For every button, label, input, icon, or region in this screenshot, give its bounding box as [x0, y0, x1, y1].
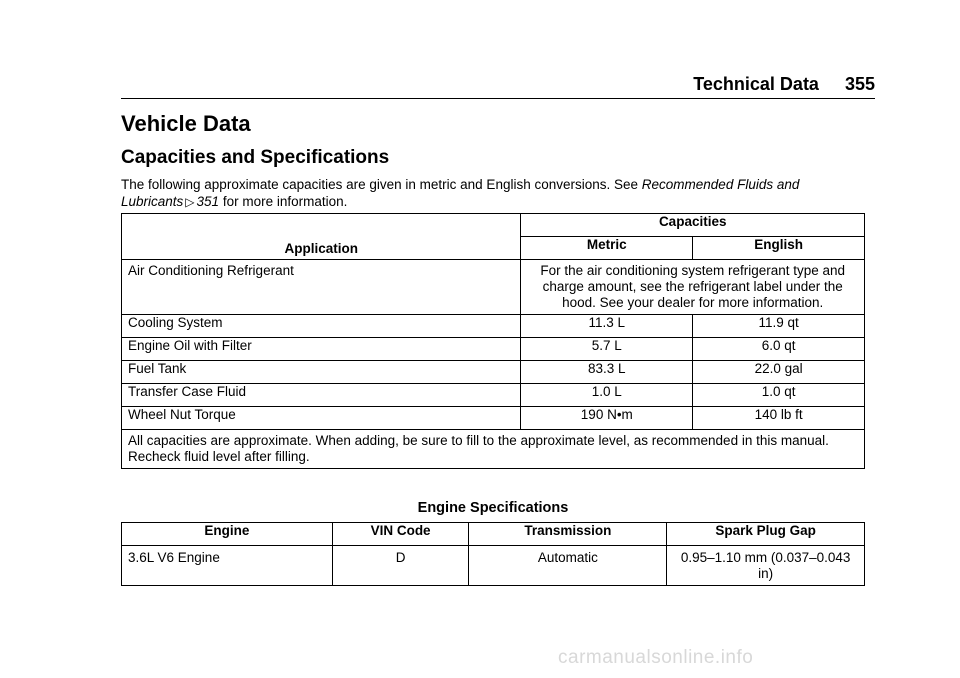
table-cell-vin: D — [332, 546, 469, 586]
table-cell-application: Cooling System — [122, 315, 521, 338]
table-row — [122, 338, 865, 361]
capacities-group-header: Capacities — [521, 214, 865, 237]
table-cell-application: Air Conditioning Refrigerant — [122, 260, 521, 315]
table-cell-application: Wheel Nut Torque — [122, 407, 521, 430]
column-header-vin: VIN Code — [332, 523, 469, 546]
table-cell-english: 11.9 qt — [693, 315, 865, 338]
table-row — [122, 546, 865, 586]
column-header-engine: Engine — [122, 523, 333, 546]
fluids-link[interactable]: Recommended Fluids and Lubricants — [121, 177, 800, 209]
page-number: 355 — [844, 73, 875, 94]
table-row — [122, 315, 865, 338]
table-cell-engine: 3.6L V6 Engine — [122, 546, 333, 586]
table-cell-gap: 0.95–1.10 mm (0.037–0.043 in) — [667, 546, 865, 586]
table-row — [122, 361, 865, 384]
table-cell-refrigerant-note: For the air conditioning system refrigerant type and charge amount, see the refrigerant label under the hood. See your dealer for more information. — [521, 260, 865, 315]
page-header — [680, 72, 875, 96]
table-cell-metric: 11.3 L — [521, 315, 693, 338]
section-title: Technical Data — [693, 73, 819, 94]
table-cell-application: Engine Oil with Filter — [122, 338, 521, 361]
table-cell-transmission: Automatic — [469, 546, 667, 586]
table-cell-application: Transfer Case Fluid — [122, 384, 521, 407]
table-cell-metric: 190 N•m — [521, 407, 693, 430]
column-header-transmission: Transmission — [469, 523, 667, 546]
column-header-metric: Metric — [521, 237, 693, 260]
table-cell-english: 1.0 qt — [693, 384, 865, 407]
watermark: carmanualsonline.info — [558, 647, 754, 668]
section-heading: Capacities and Specifications — [121, 147, 390, 168]
table-cell-english: 22.0 gal — [693, 361, 865, 384]
page-title: Vehicle Data — [121, 111, 251, 136]
page-reference-icon: ▷ — [185, 195, 195, 209]
intro-paragraph — [121, 176, 861, 211]
column-header-application: Application — [122, 214, 521, 260]
table-cell-english: 140 lb ft — [693, 407, 865, 430]
table-row — [122, 384, 865, 407]
intro-text: The following approximate capacities are given in metric and English conversions. See — [121, 177, 642, 192]
capacities-footnote: All capacities are approximate. When adding, be sure to fill to the approximate level, as recommended in this manual. Recheck fluid level after filling. — [122, 430, 865, 469]
table-row — [122, 407, 865, 430]
table-cell-metric: 83.3 L — [521, 361, 693, 384]
engine-specs-title: Engine Specifications — [417, 500, 569, 516]
table-cell-metric: 5.7 L — [521, 338, 693, 361]
column-header-spark-plug-gap: Spark Plug Gap — [667, 523, 865, 546]
header-rule — [121, 98, 875, 99]
column-header-english: English — [693, 237, 865, 260]
table-cell-application: Fuel Tank — [122, 361, 521, 384]
page-reference[interactable]: 351 — [196, 194, 220, 209]
table-cell-metric: 1.0 L — [521, 384, 693, 407]
table-cell-english: 6.0 qt — [693, 338, 865, 361]
capacities-table — [121, 213, 865, 469]
engine-specs-table — [121, 522, 865, 586]
intro-suffix: for more information. — [219, 194, 348, 209]
